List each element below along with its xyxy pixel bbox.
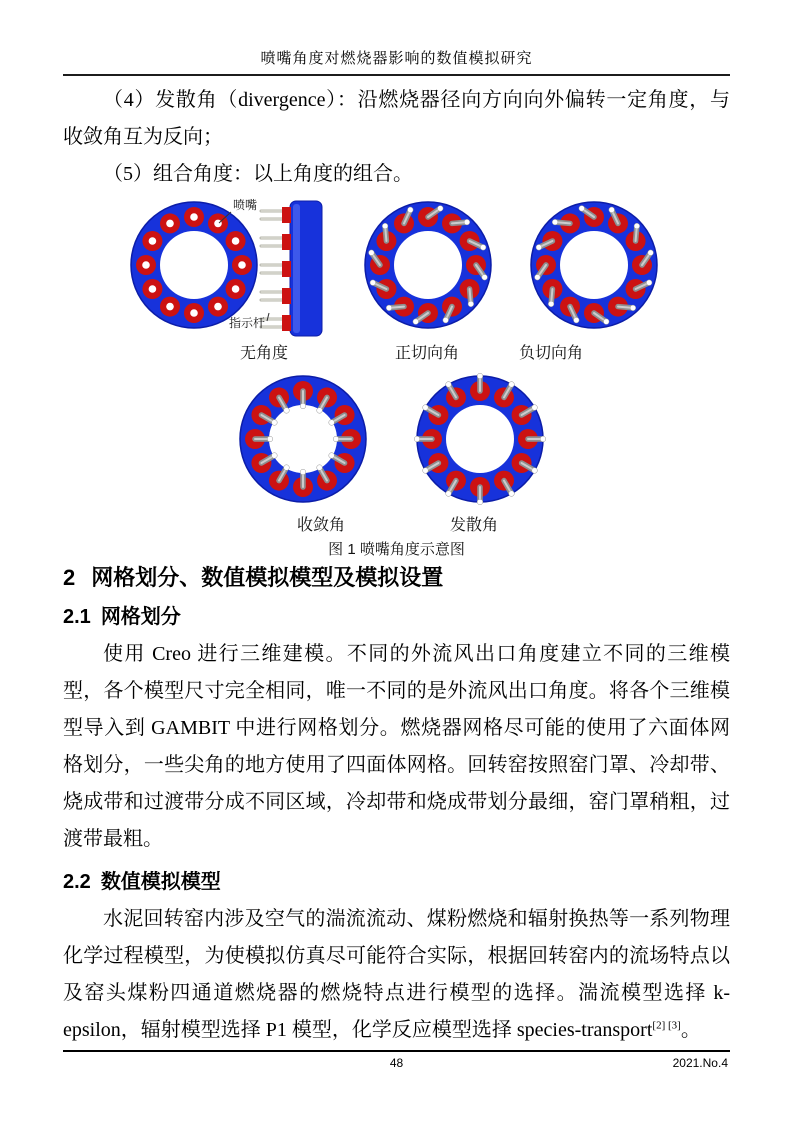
burner-diagram-negative-tangential (528, 199, 660, 331)
section-2-number: 2 (63, 565, 76, 590)
intro-item-5: （5）组合角度：以上角度的组合。 (103, 163, 413, 185)
burner-diagram-positive-tangential (362, 199, 494, 331)
page-footer (63, 1050, 730, 1070)
figure-1 (63, 199, 730, 561)
footer-issue: 2021.No.4 (672, 1056, 728, 1070)
footer-page-number: 48 (389, 1056, 404, 1070)
section-2-1-number: 2.1 (63, 606, 91, 628)
section-2-heading (63, 563, 730, 593)
figure-label-convergence: 收敛角 (296, 517, 346, 534)
figure-label-negative-tangential: 负切向角 (518, 345, 584, 362)
section-2-2-heading (63, 868, 730, 896)
burner-diagram-divergence (414, 373, 546, 505)
section-2-1-paragraph: 使用 Creo 进行三维建模。不同的外流风出口角度建立不同的三维模型，各个模型尺寸完全相同，唯一不同的是外流风出口角度。将各个三维模型导入到 GAMBIT 中进行网格划分。燃烧器网格尽可能的使用了六面体网格划分，一些尖角的地方使用了四面体网格。回转窑按照窑门罩、冷却带、烧成带和过渡带分成不同区域，冷却带和烧成带划分最细，窑门罩稍粗，过渡带最粗。 (63, 643, 730, 850)
header-rule (63, 74, 730, 76)
figure-caption: 图 1 喷嘴角度示意图 (328, 541, 465, 558)
footer-rule (63, 1050, 730, 1052)
section-2-2-title: 数值模拟模型 (100, 871, 221, 893)
annotation-nozzle: 喷嘴 (233, 198, 258, 212)
intro-item-4: （4）发散角（divergence）：沿燃烧器径向方向向外偏转一定角度，与收敛角互为反向； (63, 89, 730, 148)
figure-label-positive-tangential: 正切向角 (394, 345, 460, 362)
burner-diagram-convergence (237, 373, 369, 505)
header-title: 喷嘴角度对燃烧器影响的数值模拟研究 (260, 51, 533, 67)
figure-label-divergence: 发散角 (449, 517, 499, 534)
section-2-1-title: 网格划分 (100, 606, 181, 628)
burner-diagram-no-angle (128, 199, 260, 331)
annotation-indicator: 指示杆 (229, 316, 266, 330)
figure-label-no-angle: 无角度 (239, 345, 289, 362)
burner-side-view-diagram (256, 199, 330, 339)
paragraph-text: 水泥回转窑内涉及空气的湍流流动、煤粉燃烧和辐射换热等一系列物理化学过程模型，为使模拟仿真尽可能符合实际，根据回转窑内的流场特点以及窑头煤粉四通道燃烧器的燃烧特点进行模型的选择。湍流模型选择 k-epsilon，辐射模型选择 P1 模型，化学反应模型选择 species-transport (63, 908, 730, 1041)
section-2-2-number: 2.2 (63, 871, 91, 893)
section-2-1-heading (63, 603, 730, 631)
page-content (63, 82, 730, 1049)
citation-superscript: [2] [3] (652, 1019, 681, 1032)
section-2-2-paragraph (63, 901, 730, 1049)
paragraph-end: 。 (680, 1019, 701, 1041)
section-2-title: 网格划分、数值模拟模型及模拟设置 (91, 565, 444, 590)
